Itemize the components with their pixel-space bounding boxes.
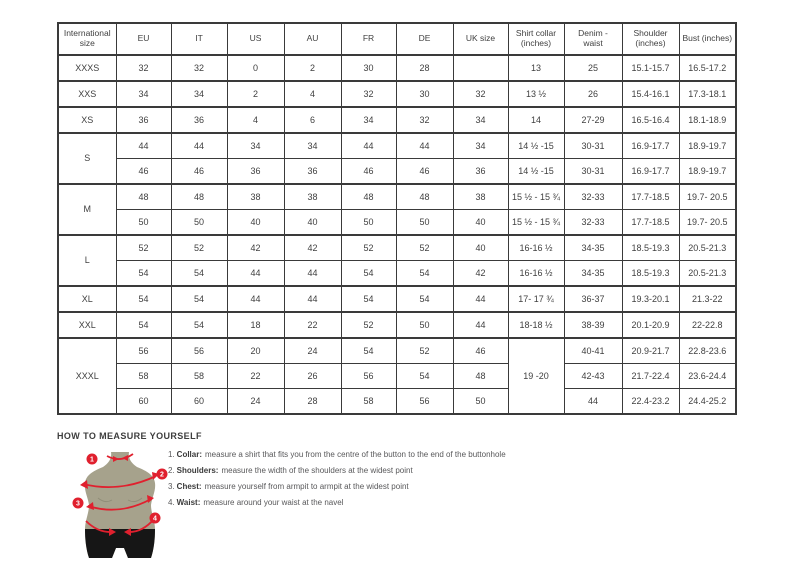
table-row	[58, 286, 736, 312]
cell: 18	[227, 312, 284, 338]
svg-text:3: 3	[76, 500, 80, 508]
cell: 24	[227, 389, 284, 415]
column-header-us: US	[227, 23, 284, 55]
cell: 46	[396, 159, 453, 185]
instruction-chest	[168, 482, 506, 491]
cell: 20	[227, 338, 284, 364]
cell: 44	[396, 133, 453, 159]
cell: 44	[284, 286, 341, 312]
table-row	[58, 159, 736, 185]
cell: 46	[453, 338, 508, 364]
cell: 14 ½ -15	[508, 133, 564, 159]
cell: 56	[396, 389, 453, 415]
cell: 0	[227, 55, 284, 81]
cell: 52	[341, 235, 396, 261]
column-header-eu: EU	[116, 23, 171, 55]
cell: 52	[116, 235, 171, 261]
cell: 28	[284, 389, 341, 415]
column-header-shirt-collar: Shirt collar (inches)	[508, 23, 564, 55]
cell: 48	[341, 184, 396, 210]
cell: 26	[284, 364, 341, 389]
instruction-text: measure yourself from armpit to armpit at the widest point	[204, 482, 409, 491]
cell: 18.9-19.7	[679, 159, 736, 185]
cell: 18.5-19.3	[622, 235, 679, 261]
cell: 44	[227, 286, 284, 312]
cell: 32	[453, 81, 508, 107]
cell: 40	[227, 210, 284, 236]
cell: 32-33	[564, 184, 622, 210]
instruction-number: 3.	[168, 482, 175, 491]
svg-text:4: 4	[153, 515, 157, 523]
cell: 14	[508, 107, 564, 133]
table-row	[58, 261, 736, 287]
cell: 20.9-21.7	[622, 338, 679, 364]
cell: 36	[227, 159, 284, 185]
cell: 54	[341, 338, 396, 364]
cell: 24.4-25.2	[679, 389, 736, 415]
cell: 32	[396, 107, 453, 133]
cell: 15 ½ - 15 ¾	[508, 210, 564, 236]
table-row	[58, 107, 736, 133]
cell: 50	[341, 210, 396, 236]
cell: 50	[453, 389, 508, 415]
cell: 34-35	[564, 235, 622, 261]
cell: 22.4-23.2	[622, 389, 679, 415]
cell: 44	[564, 389, 622, 415]
table-row	[58, 55, 736, 81]
instruction-text: measure around your waist at the navel	[203, 498, 344, 507]
cell: 40	[284, 210, 341, 236]
instruction-label: Collar:	[176, 450, 203, 459]
figure-badge-2	[157, 469, 168, 480]
cell: 18.5-19.3	[622, 261, 679, 287]
column-header-fr: FR	[341, 23, 396, 55]
column-header-bust: Bust (inches)	[679, 23, 736, 55]
cell: 60	[171, 389, 227, 415]
cell: 44	[171, 133, 227, 159]
size-label: XS	[58, 107, 116, 133]
instruction-label: Chest:	[176, 482, 202, 491]
instruction-label: Shoulders:	[176, 466, 219, 475]
cell: 60	[116, 389, 171, 415]
cell: 42	[453, 261, 508, 287]
instruction-text: measure the width of the shoulders at the widest point	[221, 466, 413, 475]
cell	[453, 55, 508, 81]
cell: 34	[284, 133, 341, 159]
cell: 40-41	[564, 338, 622, 364]
instruction-waist	[168, 498, 506, 507]
table-row	[58, 338, 736, 364]
cell: 48	[453, 364, 508, 389]
cell: 36	[171, 107, 227, 133]
cell: 16.5-16.4	[622, 107, 679, 133]
cell: 22	[227, 364, 284, 389]
cell: 18.9-19.7	[679, 133, 736, 159]
cell: 19.7- 20.5	[679, 210, 736, 236]
cell: 46	[341, 159, 396, 185]
table-row	[58, 235, 736, 261]
cell: 42	[227, 235, 284, 261]
cell: 54	[396, 261, 453, 287]
instruction-text: measure a shirt that fits you from the centre of the button to the end of the buttonhole	[205, 450, 506, 459]
cell: 48	[396, 184, 453, 210]
table-row	[58, 184, 736, 210]
cell: 56	[341, 364, 396, 389]
cell: 38	[453, 184, 508, 210]
cell: 16.9-17.7	[622, 133, 679, 159]
cell: 52	[171, 235, 227, 261]
cell: 48	[171, 184, 227, 210]
cell: 16-16 ½	[508, 235, 564, 261]
cell: 18-18 ½	[508, 312, 564, 338]
size-label: L	[58, 235, 116, 286]
cell: 54	[116, 286, 171, 312]
size-label: XXL	[58, 312, 116, 338]
cell: 27-29	[564, 107, 622, 133]
cell: 34-35	[564, 261, 622, 287]
column-header-uk-size: UK size	[453, 23, 508, 55]
cell: 15 ½ - 15 ¾	[508, 184, 564, 210]
cell: 34	[341, 107, 396, 133]
column-header-shoulder: Shoulder (inches)	[622, 23, 679, 55]
table-row	[58, 312, 736, 338]
svg-text:1: 1	[90, 456, 94, 464]
cell: 30	[396, 81, 453, 107]
cell: 42	[284, 235, 341, 261]
cell: 15.4-16.1	[622, 81, 679, 107]
cell: 36	[116, 107, 171, 133]
instruction-number: 4.	[168, 498, 175, 507]
cell: 54	[171, 261, 227, 287]
instruction-label: Waist:	[176, 498, 201, 507]
cell: 44	[227, 261, 284, 287]
cell: 40	[453, 235, 508, 261]
figure-badge-3	[73, 498, 84, 509]
cell: 42-43	[564, 364, 622, 389]
cell: 32	[116, 55, 171, 81]
figure-badge-1	[87, 454, 98, 465]
instruction-number: 1.	[168, 450, 175, 459]
cell: 54	[171, 286, 227, 312]
instruction-collar	[168, 450, 506, 459]
header-row	[58, 23, 736, 55]
cell: 23.6-24.4	[679, 364, 736, 389]
cell: 17- 17 ¾	[508, 286, 564, 312]
cell: 44	[341, 133, 396, 159]
cell: 54	[341, 261, 396, 287]
cell: 17.7-18.5	[622, 184, 679, 210]
cell: 32	[341, 81, 396, 107]
cell: 44	[116, 133, 171, 159]
instruction-number: 2.	[168, 466, 175, 475]
cell: 32	[171, 55, 227, 81]
cell: 36-37	[564, 286, 622, 312]
instruction-shoulders	[168, 466, 506, 475]
size-label: XL	[58, 286, 116, 312]
cell: 2	[284, 55, 341, 81]
table-row	[58, 364, 736, 389]
column-header-international-size: International size	[58, 23, 116, 55]
cell: 34	[227, 133, 284, 159]
cell: 40	[453, 210, 508, 236]
column-header-de: DE	[396, 23, 453, 55]
table-row	[58, 133, 736, 159]
cell: 54	[116, 312, 171, 338]
cell: 22-22.8	[679, 312, 736, 338]
cell: 14 ½ -15	[508, 159, 564, 185]
cell: 15.1-15.7	[622, 55, 679, 81]
cell: 54	[116, 261, 171, 287]
figure-badge-4	[150, 513, 161, 524]
cell: 21.3-22	[679, 286, 736, 312]
cell: 18.1-18.9	[679, 107, 736, 133]
cell: 46	[171, 159, 227, 185]
cell: 25	[564, 55, 622, 81]
cell: 52	[396, 235, 453, 261]
cell: 34	[171, 81, 227, 107]
cell: 16.5-17.2	[679, 55, 736, 81]
shoulders-arrow-left	[80, 480, 88, 489]
cell: 4	[284, 81, 341, 107]
cell: 58	[171, 364, 227, 389]
cell: 4	[227, 107, 284, 133]
size-label: XXS	[58, 81, 116, 107]
cell: 16-16 ½	[508, 261, 564, 287]
cell: 20.5-21.3	[679, 235, 736, 261]
table-row	[58, 210, 736, 236]
cell: 58	[116, 364, 171, 389]
table-row	[58, 389, 736, 415]
cell: 54	[396, 286, 453, 312]
cell: 16.9-17.7	[622, 159, 679, 185]
cell: 50	[116, 210, 171, 236]
cell: 22.8-23.6	[679, 338, 736, 364]
cell: 54	[341, 286, 396, 312]
size-chart-table	[57, 22, 737, 415]
cell: 19.3-20.1	[622, 286, 679, 312]
measure-instructions	[168, 450, 506, 514]
cell: 26	[564, 81, 622, 107]
size-label: XXXS	[58, 55, 116, 81]
size-label: XXXL	[58, 338, 116, 414]
cell: 48	[116, 184, 171, 210]
cell: 56	[116, 338, 171, 364]
cell: 38-39	[564, 312, 622, 338]
cell: 44	[453, 286, 508, 312]
cell: 17.3-18.1	[679, 81, 736, 107]
cell: 22	[284, 312, 341, 338]
measure-section-heading: HOW TO MEASURE YOURSELF	[57, 431, 202, 441]
svg-text:2: 2	[160, 471, 164, 479]
size-label: S	[58, 133, 116, 184]
cell: 13 ½	[508, 81, 564, 107]
cell: 30-31	[564, 133, 622, 159]
cell: 20.1-20.9	[622, 312, 679, 338]
cell: 46	[116, 159, 171, 185]
cell: 34	[453, 107, 508, 133]
cell: 38	[227, 184, 284, 210]
cell: 54	[396, 364, 453, 389]
cell: 21.7-22.4	[622, 364, 679, 389]
cell: 19.7- 20.5	[679, 184, 736, 210]
cell: 52	[396, 338, 453, 364]
table-row	[58, 81, 736, 107]
cell: 32-33	[564, 210, 622, 236]
cell: 20.5-21.3	[679, 261, 736, 287]
cell: 58	[341, 389, 396, 415]
cell: 13	[508, 55, 564, 81]
cell: 50	[396, 312, 453, 338]
cell: 44	[284, 261, 341, 287]
column-header-denim-waist: Denim - waist	[564, 23, 622, 55]
measure-figure	[62, 445, 177, 566]
cell: 34	[116, 81, 171, 107]
cell: 56	[171, 338, 227, 364]
cell: 50	[396, 210, 453, 236]
mannequin-shorts	[85, 529, 155, 558]
cell: 30	[341, 55, 396, 81]
cell: 52	[341, 312, 396, 338]
cell: 24	[284, 338, 341, 364]
cell: 30-31	[564, 159, 622, 185]
cell: 19 -20	[508, 338, 564, 414]
cell: 38	[284, 184, 341, 210]
cell: 54	[171, 312, 227, 338]
cell: 44	[453, 312, 508, 338]
cell: 36	[453, 159, 508, 185]
cell: 36	[284, 159, 341, 185]
column-header-au: AU	[284, 23, 341, 55]
size-label: M	[58, 184, 116, 235]
cell: 2	[227, 81, 284, 107]
cell: 28	[396, 55, 453, 81]
cell: 17.7-18.5	[622, 210, 679, 236]
cell: 34	[453, 133, 508, 159]
cell: 6	[284, 107, 341, 133]
column-header-it: IT	[171, 23, 227, 55]
cell: 50	[171, 210, 227, 236]
